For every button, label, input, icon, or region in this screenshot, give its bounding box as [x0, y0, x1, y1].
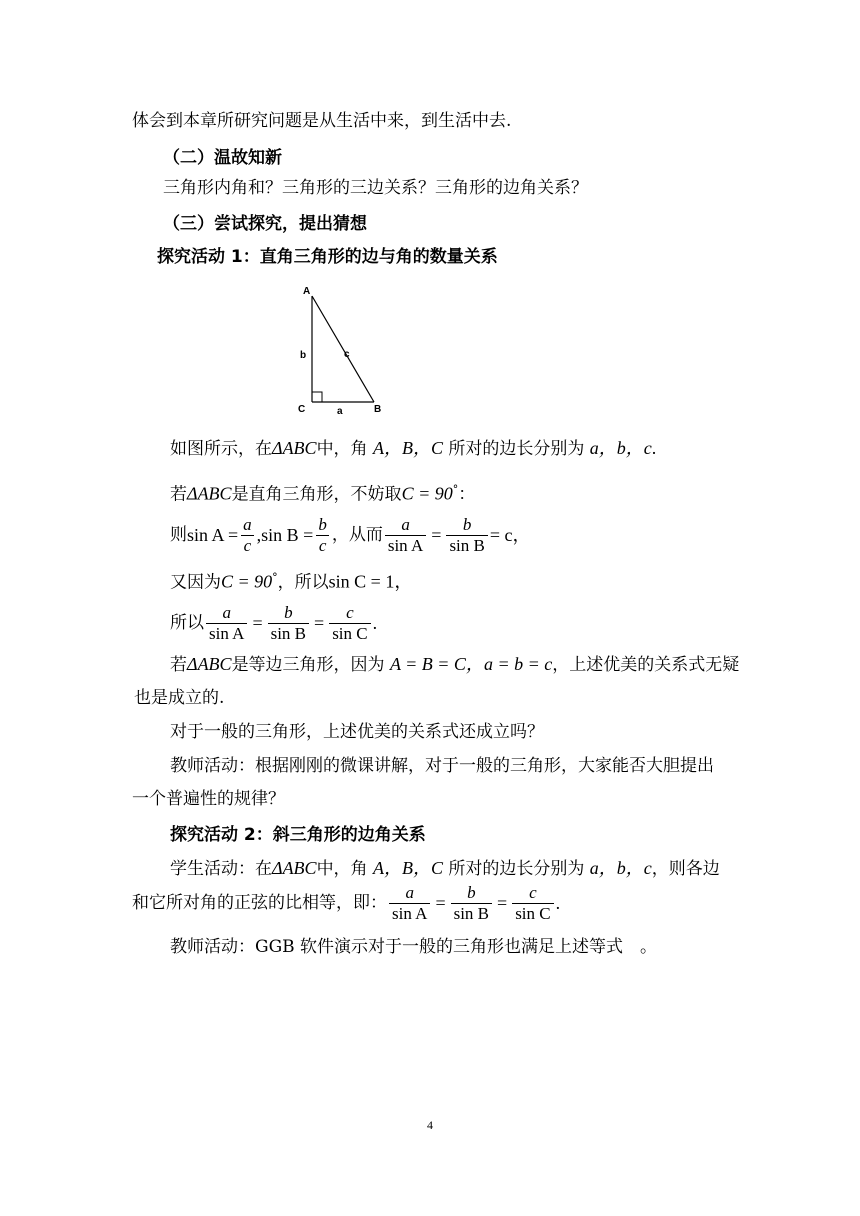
math-c-90: C = 90 [401, 483, 453, 504]
math-sina: sin A = [187, 525, 239, 545]
side-label-b: b [300, 350, 307, 361]
math-angles: A，B，C [372, 858, 443, 878]
text-line-equilateral [170, 652, 739, 677]
denominator: sin C [329, 623, 370, 644]
formula-line-law-of-sines: 所以 $\frac{a}{\text{sin A}}$ = $\frac{b}{\text{sin B}}$ = $\frac{c}{\text{sin C}}$ . [170, 602, 378, 643]
degree-symbol: ° [272, 571, 278, 584]
degree-symbol: ° [452, 483, 459, 496]
text-fragment: . [372, 613, 378, 633]
text-line-general: 对于一般的三角形，上述优美的关系式还成立吗？ [170, 722, 544, 742]
text-fragment: 如图所示，在 [170, 439, 272, 459]
fraction-b-over-sinb [451, 883, 492, 924]
heading-activity-2: 探究活动 2：斜三角形的边角关系 [170, 825, 426, 845]
formula-line-student: 和它所对角的正弦的比相等，即： $\frac{a}{\text{sin A}}$ = $\frac{b}{\text{sin B}}$ = $\frac{c}{\text{sin C}}$ . [132, 882, 561, 923]
math-triangle: ΔABC [272, 858, 317, 878]
numerator: c [346, 602, 354, 622]
text-fragment: ： [458, 484, 476, 505]
fraction-a-over-sina [385, 515, 426, 556]
text-fragment: 所对的边长分别为 [448, 439, 585, 459]
fraction-a-over-sina [206, 603, 247, 644]
numerator: a [243, 514, 252, 534]
math-angles: A，B，C [372, 438, 443, 458]
text-fragment: ，所以 [277, 572, 329, 593]
text-line-student [170, 856, 720, 881]
numerator: a [405, 882, 414, 902]
text-line-teacher-2: 教师活动：GGB 软件演示对于一般的三角形也满足上述等式 。 [170, 937, 658, 957]
text-line-right-triangle [170, 478, 475, 507]
denominator: sin C [512, 903, 553, 924]
math-triangle: ΔABC [187, 483, 232, 504]
fraction-c-over-sinc [329, 603, 370, 644]
numerator: a [401, 514, 410, 534]
numerator: a [222, 602, 231, 622]
text-line-1: 体会到本章所研究问题是从生活中来，到生活中去. [132, 111, 512, 131]
right-angle-mark [312, 392, 322, 402]
text-fragment: 中，角 [316, 859, 368, 879]
text-fragment: . [651, 438, 657, 458]
math-eq-c: = c， [489, 525, 531, 545]
text-line-also [170, 566, 412, 595]
text-fragment: 是直角三角形，不妨取 [231, 484, 402, 505]
side-label-a: a [337, 406, 343, 417]
numerator: b [467, 882, 476, 902]
denominator: c [316, 535, 330, 556]
fraction-a-over-c [240, 515, 255, 556]
numerator: b [318, 514, 327, 534]
side-label-c: c [344, 349, 350, 360]
text-fragment: 则 [170, 525, 187, 545]
text-fragment: 学生活动：在 [170, 859, 272, 879]
denominator: sin A [206, 623, 247, 644]
right-triangle-diagram [290, 282, 400, 422]
denominator: sin B [268, 623, 309, 644]
math-triangle: ΔABC [187, 654, 232, 674]
math-angles-equal: A = B = C， [389, 654, 484, 674]
math-triangle: ΔABC [272, 438, 317, 458]
math-sinb: ,sin B = [256, 525, 314, 545]
fraction-b-over-sinb [446, 515, 487, 556]
text-fragment: 是等边三角形，因为 [231, 655, 385, 675]
heading-section-3: （三）尝试探究，提出猜想 [163, 214, 367, 234]
text-fragment: . [555, 893, 561, 913]
denominator: sin A [389, 903, 430, 924]
denominator: sin A [385, 535, 426, 556]
numerator: c [529, 882, 537, 902]
text-line-review: 三角形内角和？三角形的三边关系？三角形的边角关系？ [163, 178, 588, 198]
text-line-teacher-1-cont: 一个普遍性的规律？ [132, 789, 285, 809]
text-fragment: ，上述优美的关系式无疑 [552, 655, 740, 675]
numerator: b [462, 514, 472, 534]
fraction-c-over-sinc [512, 883, 553, 924]
math-sides-equal: a = b = c [483, 654, 553, 674]
text-line-equilateral-cont: 也是成立的. [134, 688, 225, 708]
text-fragment: 中，角 [316, 439, 368, 459]
denominator: c [241, 535, 255, 556]
text-line-figure [170, 436, 656, 461]
numerator: b [284, 602, 293, 622]
text-fragment: 又因为 [170, 572, 221, 593]
denominator: sin B [446, 535, 487, 556]
text-fragment: ，从而 [331, 525, 383, 545]
math-sinc-1: sin C = 1， [328, 571, 413, 592]
text-fragment: 所以 [170, 613, 204, 633]
text-fragment: 若 [170, 484, 187, 505]
fraction-b-over-sinb [268, 603, 309, 644]
math-sides: a，b，c [589, 858, 652, 878]
math-c-90: C = 90 [221, 571, 273, 592]
formula-line-sines: 则 sin A = $\frac{a}{c}$ ,sin B = $\frac{b}{c}$ ，从而 $\frac{a}{\text{sin A}}$ = $\frac{b}{\text{sin B}}$ = c， [170, 514, 531, 555]
side-c [312, 296, 374, 402]
fraction-b-over-c [315, 515, 330, 556]
text-fragment: 和它所对角的正弦的比相等，即： [132, 893, 387, 913]
text-fragment: 所对的边长分别为 [448, 859, 585, 879]
vertex-label-c: C [298, 404, 306, 415]
heading-activity-1: 探究活动 1：直角三角形的边与角的数量关系 [157, 247, 498, 267]
fraction-a-over-sina [389, 883, 430, 924]
denominator: sin B [451, 903, 492, 924]
vertex-label-b: B [374, 404, 382, 415]
vertex-label-a: A [303, 286, 311, 297]
page-number: 4 [427, 1118, 433, 1132]
heading-section-2: （二）温故知新 [163, 148, 282, 168]
text-fragment: ，则各边 [651, 859, 720, 879]
text-fragment: 若 [170, 655, 187, 675]
math-sides: a，b，c [589, 438, 652, 458]
text-line-teacher-1: 教师活动：根据刚刚的微课讲解，对于一般的三角形，大家能否大胆提出 [170, 756, 714, 776]
